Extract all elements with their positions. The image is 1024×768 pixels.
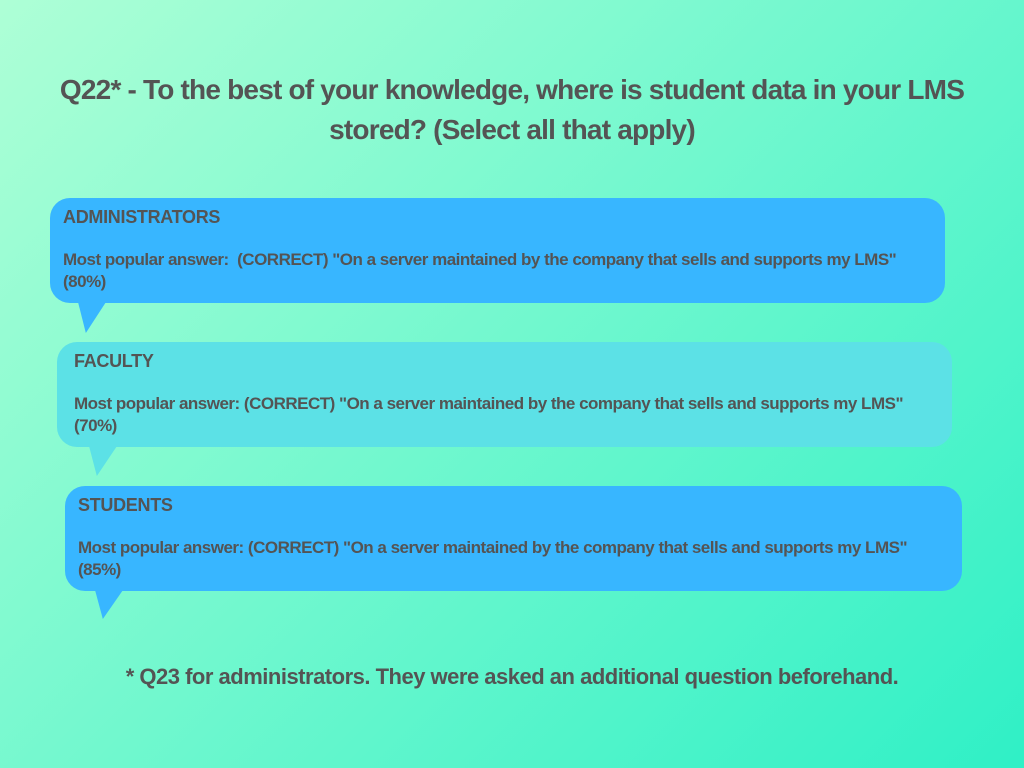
answer-text-students: Most popular answer: (CORRECT) "On a server maintained by the company that sells and supports my LMS" (85%) [78, 538, 912, 579]
group-label-students: STUDENTS [78, 495, 173, 515]
speech-bubble-faculty [57, 342, 952, 447]
speech-bubble-students [65, 486, 962, 591]
answer-text-administrators: Most popular answer: (CORRECT) "On a server maintained by the company that sells and supports my LMS" (80%) [63, 250, 901, 291]
speech-bubble-tail-icon [95, 590, 123, 619]
page-title: Q22* - To the best of your knowledge, where is student data in your LMS stored? (Select all that apply) [59, 74, 965, 145]
speech-bubble-tail-icon [89, 446, 117, 476]
speech-bubble-tail-icon [78, 302, 106, 333]
speech-bubble-administrators [50, 198, 945, 303]
answer-text-faculty: Most popular answer: (CORRECT) "On a server maintained by the company that sells and supports my LMS" (70%) [74, 394, 908, 435]
group-label-faculty: FACULTY [74, 351, 154, 371]
footnote: * Q23 for administrators. They were asked an additional question beforehand. [125, 664, 899, 689]
group-label-administrators: ADMINISTRATORS [63, 207, 221, 227]
